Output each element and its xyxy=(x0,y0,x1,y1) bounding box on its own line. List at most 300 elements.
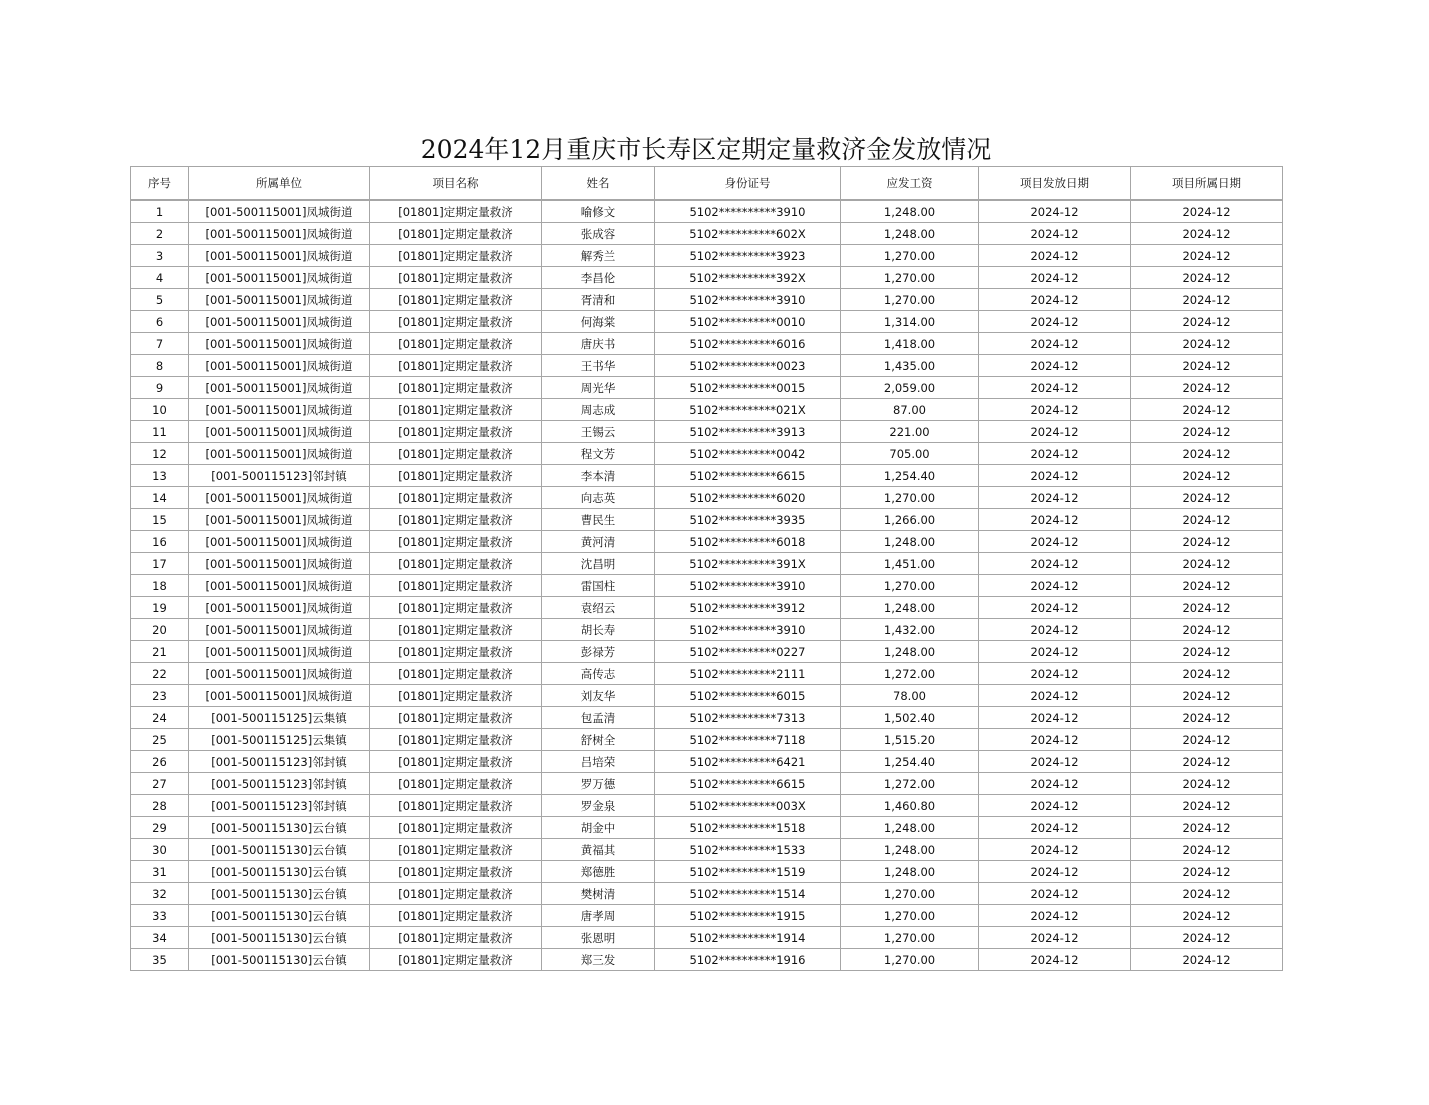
cell-period: 2024-12 xyxy=(1131,685,1283,707)
cell-period: 2024-12 xyxy=(1131,421,1283,443)
cell-project: [01801]定期定量救济 xyxy=(370,619,542,641)
cell-period: 2024-12 xyxy=(1131,817,1283,839)
cell-unit: [001-500115001]凤城街道 xyxy=(189,311,370,333)
cell-unit: [001-500115130]云台镇 xyxy=(189,861,370,883)
table-row xyxy=(131,751,1283,773)
cell-project: [01801]定期定量救济 xyxy=(370,839,542,861)
cell-unit: [001-500115130]云台镇 xyxy=(189,927,370,949)
cell-period: 2024-12 xyxy=(1131,619,1283,641)
cell-project: [01801]定期定量救济 xyxy=(370,663,542,685)
cell-unit: [001-500115001]凤城街道 xyxy=(189,355,370,377)
table-row xyxy=(131,333,1283,355)
cell-project: [01801]定期定量救济 xyxy=(370,729,542,751)
cell-id-number: 5102**********2111 xyxy=(655,663,841,685)
cell-id-number: 5102**********6421 xyxy=(655,751,841,773)
cell-project: [01801]定期定量救济 xyxy=(370,795,542,817)
cell-period: 2024-12 xyxy=(1131,927,1283,949)
cell-id-number: 5102**********6615 xyxy=(655,773,841,795)
column-header-amount: 应发工资 xyxy=(841,167,979,201)
cell-unit: [001-500115001]凤城街道 xyxy=(189,641,370,663)
cell-project: [01801]定期定量救济 xyxy=(370,553,542,575)
table-row xyxy=(131,421,1283,443)
table-row xyxy=(131,927,1283,949)
cell-index: 2 xyxy=(131,223,189,245)
cell-index: 5 xyxy=(131,289,189,311)
cell-unit: [001-500115001]凤城街道 xyxy=(189,597,370,619)
cell-unit: [001-500115001]凤城街道 xyxy=(189,333,370,355)
cell-unit: [001-500115125]云集镇 xyxy=(189,707,370,729)
cell-name: 周志成 xyxy=(542,399,655,421)
table-row xyxy=(131,839,1283,861)
table-row xyxy=(131,575,1283,597)
cell-name: 罗万德 xyxy=(542,773,655,795)
cell-index: 23 xyxy=(131,685,189,707)
cell-issue-date: 2024-12 xyxy=(979,663,1131,685)
table-row xyxy=(131,399,1283,421)
cell-unit: [001-500115001]凤城街道 xyxy=(189,443,370,465)
cell-period: 2024-12 xyxy=(1131,597,1283,619)
table-row xyxy=(131,487,1283,509)
cell-name: 王书华 xyxy=(542,355,655,377)
cell-project: [01801]定期定量救济 xyxy=(370,465,542,487)
column-header-unit: 所属单位 xyxy=(189,167,370,201)
cell-period: 2024-12 xyxy=(1131,729,1283,751)
table-row xyxy=(131,553,1283,575)
cell-name: 罗金泉 xyxy=(542,795,655,817)
cell-issue-date: 2024-12 xyxy=(979,355,1131,377)
cell-project: [01801]定期定量救济 xyxy=(370,377,542,399)
cell-amount: 1,272.00 xyxy=(841,773,979,795)
cell-index: 25 xyxy=(131,729,189,751)
cell-id-number: 5102**********392X xyxy=(655,267,841,289)
cell-issue-date: 2024-12 xyxy=(979,223,1131,245)
cell-amount: 1,272.00 xyxy=(841,663,979,685)
cell-amount: 87.00 xyxy=(841,399,979,421)
table-row xyxy=(131,289,1283,311)
cell-name: 胡金中 xyxy=(542,817,655,839)
cell-id-number: 5102**********1914 xyxy=(655,927,841,949)
cell-id-number: 5102**********3910 xyxy=(655,289,841,311)
cell-unit: [001-500115130]云台镇 xyxy=(189,949,370,971)
cell-id-number: 5102**********003X xyxy=(655,795,841,817)
cell-name: 胡长寿 xyxy=(542,619,655,641)
table-row xyxy=(131,685,1283,707)
cell-project: [01801]定期定量救济 xyxy=(370,641,542,663)
cell-id-number: 5102**********391X xyxy=(655,553,841,575)
cell-index: 29 xyxy=(131,817,189,839)
table-row xyxy=(131,707,1283,729)
cell-unit: [001-500115001]凤城街道 xyxy=(189,487,370,509)
table-row xyxy=(131,663,1283,685)
cell-unit: [001-500115123]邻封镇 xyxy=(189,751,370,773)
cell-index: 8 xyxy=(131,355,189,377)
cell-period: 2024-12 xyxy=(1131,531,1283,553)
cell-id-number: 5102**********6016 xyxy=(655,333,841,355)
cell-period: 2024-12 xyxy=(1131,949,1283,971)
cell-project: [01801]定期定量救济 xyxy=(370,333,542,355)
cell-project: [01801]定期定量救济 xyxy=(370,751,542,773)
cell-id-number: 5102**********0042 xyxy=(655,443,841,465)
cell-name: 袁绍云 xyxy=(542,597,655,619)
cell-unit: [001-500115001]凤城街道 xyxy=(189,509,370,531)
cell-unit: [001-500115001]凤城街道 xyxy=(189,245,370,267)
cell-index: 26 xyxy=(131,751,189,773)
cell-project: [01801]定期定量救济 xyxy=(370,311,542,333)
cell-name: 程文芳 xyxy=(542,443,655,465)
cell-id-number: 5102**********7118 xyxy=(655,729,841,751)
cell-amount: 1,451.00 xyxy=(841,553,979,575)
cell-id-number: 5102**********1916 xyxy=(655,949,841,971)
table-row xyxy=(131,597,1283,619)
column-header-project: 项目名称 xyxy=(370,167,542,201)
cell-unit: [001-500115001]凤城街道 xyxy=(189,399,370,421)
cell-period: 2024-12 xyxy=(1131,377,1283,399)
cell-issue-date: 2024-12 xyxy=(979,883,1131,905)
cell-issue-date: 2024-12 xyxy=(979,817,1131,839)
cell-id-number: 5102**********1533 xyxy=(655,839,841,861)
cell-issue-date: 2024-12 xyxy=(979,861,1131,883)
cell-amount: 1,502.40 xyxy=(841,707,979,729)
cell-unit: [001-500115001]凤城街道 xyxy=(189,200,370,223)
table-row xyxy=(131,619,1283,641)
cell-issue-date: 2024-12 xyxy=(979,553,1131,575)
cell-name: 樊树清 xyxy=(542,883,655,905)
cell-index: 13 xyxy=(131,465,189,487)
cell-unit: [001-500115130]云台镇 xyxy=(189,905,370,927)
cell-index: 21 xyxy=(131,641,189,663)
cell-index: 33 xyxy=(131,905,189,927)
cell-amount: 1,515.20 xyxy=(841,729,979,751)
cell-name: 雷国柱 xyxy=(542,575,655,597)
cell-amount: 1,270.00 xyxy=(841,267,979,289)
cell-amount: 1,418.00 xyxy=(841,333,979,355)
cell-period: 2024-12 xyxy=(1131,200,1283,223)
cell-amount: 1,248.00 xyxy=(841,839,979,861)
cell-project: [01801]定期定量救济 xyxy=(370,355,542,377)
cell-id-number: 5102**********3923 xyxy=(655,245,841,267)
cell-amount: 1,248.00 xyxy=(841,531,979,553)
cell-project: [01801]定期定量救济 xyxy=(370,949,542,971)
cell-issue-date: 2024-12 xyxy=(979,200,1131,223)
cell-issue-date: 2024-12 xyxy=(979,751,1131,773)
table-row xyxy=(131,311,1283,333)
cell-index: 9 xyxy=(131,377,189,399)
cell-unit: [001-500115123]邻封镇 xyxy=(189,795,370,817)
cell-period: 2024-12 xyxy=(1131,223,1283,245)
cell-amount: 1,248.00 xyxy=(841,641,979,663)
cell-name: 郑三发 xyxy=(542,949,655,971)
column-header-issue-date: 项目发放日期 xyxy=(979,167,1131,201)
cell-name: 舒树全 xyxy=(542,729,655,751)
cell-index: 22 xyxy=(131,663,189,685)
cell-index: 15 xyxy=(131,509,189,531)
cell-name: 黄福其 xyxy=(542,839,655,861)
cell-issue-date: 2024-12 xyxy=(979,509,1131,531)
table-row xyxy=(131,949,1283,971)
cell-period: 2024-12 xyxy=(1131,861,1283,883)
cell-project: [01801]定期定量救济 xyxy=(370,487,542,509)
table-row xyxy=(131,223,1283,245)
cell-project: [01801]定期定量救济 xyxy=(370,597,542,619)
column-header-name: 姓名 xyxy=(542,167,655,201)
cell-period: 2024-12 xyxy=(1131,333,1283,355)
cell-name: 胥清和 xyxy=(542,289,655,311)
cell-period: 2024-12 xyxy=(1131,487,1283,509)
header-row xyxy=(131,167,1283,201)
cell-issue-date: 2024-12 xyxy=(979,707,1131,729)
cell-issue-date: 2024-12 xyxy=(979,267,1131,289)
cell-name: 王锡云 xyxy=(542,421,655,443)
cell-id-number: 5102**********6615 xyxy=(655,465,841,487)
cell-issue-date: 2024-12 xyxy=(979,443,1131,465)
cell-index: 27 xyxy=(131,773,189,795)
cell-index: 4 xyxy=(131,267,189,289)
cell-id-number: 5102**********7313 xyxy=(655,707,841,729)
cell-unit: [001-500115001]凤城街道 xyxy=(189,289,370,311)
cell-issue-date: 2024-12 xyxy=(979,729,1131,751)
cell-index: 34 xyxy=(131,927,189,949)
table-body xyxy=(131,200,1283,971)
cell-issue-date: 2024-12 xyxy=(979,575,1131,597)
cell-period: 2024-12 xyxy=(1131,509,1283,531)
cell-index: 11 xyxy=(131,421,189,443)
cell-period: 2024-12 xyxy=(1131,443,1283,465)
table-row xyxy=(131,795,1283,817)
cell-id-number: 5102**********602X xyxy=(655,223,841,245)
cell-id-number: 5102**********0015 xyxy=(655,377,841,399)
cell-id-number: 5102**********0010 xyxy=(655,311,841,333)
cell-project: [01801]定期定量救济 xyxy=(370,905,542,927)
cell-issue-date: 2024-12 xyxy=(979,465,1131,487)
cell-issue-date: 2024-12 xyxy=(979,641,1131,663)
cell-period: 2024-12 xyxy=(1131,883,1283,905)
cell-period: 2024-12 xyxy=(1131,465,1283,487)
cell-issue-date: 2024-12 xyxy=(979,311,1131,333)
cell-id-number: 5102**********1514 xyxy=(655,883,841,905)
cell-period: 2024-12 xyxy=(1131,289,1283,311)
cell-amount: 1,270.00 xyxy=(841,575,979,597)
cell-unit: [001-500115001]凤城街道 xyxy=(189,575,370,597)
cell-amount: 1,270.00 xyxy=(841,487,979,509)
cell-period: 2024-12 xyxy=(1131,751,1283,773)
table-row xyxy=(131,377,1283,399)
cell-index: 6 xyxy=(131,311,189,333)
table-row xyxy=(131,465,1283,487)
cell-amount: 1,248.00 xyxy=(841,223,979,245)
cell-issue-date: 2024-12 xyxy=(979,619,1131,641)
table-row xyxy=(131,641,1283,663)
column-header-index: 序号 xyxy=(131,167,189,201)
cell-period: 2024-12 xyxy=(1131,773,1283,795)
cell-issue-date: 2024-12 xyxy=(979,927,1131,949)
cell-period: 2024-12 xyxy=(1131,641,1283,663)
cell-period: 2024-12 xyxy=(1131,399,1283,421)
cell-issue-date: 2024-12 xyxy=(979,377,1131,399)
cell-amount: 1,435.00 xyxy=(841,355,979,377)
cell-index: 17 xyxy=(131,553,189,575)
cell-project: [01801]定期定量救济 xyxy=(370,245,542,267)
cell-index: 1 xyxy=(131,200,189,223)
cell-name: 高传志 xyxy=(542,663,655,685)
cell-name: 李本清 xyxy=(542,465,655,487)
cell-id-number: 5102**********3910 xyxy=(655,619,841,641)
cell-name: 喻修文 xyxy=(542,200,655,223)
cell-id-number: 5102**********0227 xyxy=(655,641,841,663)
cell-name: 唐庆书 xyxy=(542,333,655,355)
cell-index: 35 xyxy=(131,949,189,971)
cell-index: 24 xyxy=(131,707,189,729)
cell-period: 2024-12 xyxy=(1131,663,1283,685)
cell-unit: [001-500115001]凤城街道 xyxy=(189,553,370,575)
cell-unit: [001-500115001]凤城街道 xyxy=(189,421,370,443)
cell-unit: [001-500115001]凤城街道 xyxy=(189,531,370,553)
table-row xyxy=(131,267,1283,289)
cell-project: [01801]定期定量救济 xyxy=(370,443,542,465)
cell-name: 吕培荣 xyxy=(542,751,655,773)
cell-amount: 1,432.00 xyxy=(841,619,979,641)
cell-amount: 221.00 xyxy=(841,421,979,443)
cell-name: 张成容 xyxy=(542,223,655,245)
cell-index: 7 xyxy=(131,333,189,355)
column-header-id-number: 身份证号 xyxy=(655,167,841,201)
cell-index: 20 xyxy=(131,619,189,641)
cell-id-number: 5102**********1915 xyxy=(655,905,841,927)
cell-project: [01801]定期定量救济 xyxy=(370,421,542,443)
cell-project: [01801]定期定量救济 xyxy=(370,575,542,597)
cell-id-number: 5102**********6015 xyxy=(655,685,841,707)
table-row xyxy=(131,531,1283,553)
cell-issue-date: 2024-12 xyxy=(979,685,1131,707)
table-row xyxy=(131,245,1283,267)
cell-unit: [001-500115125]云集镇 xyxy=(189,729,370,751)
cell-unit: [001-500115001]凤城街道 xyxy=(189,223,370,245)
cell-period: 2024-12 xyxy=(1131,905,1283,927)
cell-amount: 1,254.40 xyxy=(841,751,979,773)
cell-name: 曹民生 xyxy=(542,509,655,531)
cell-project: [01801]定期定量救济 xyxy=(370,399,542,421)
table-row xyxy=(131,773,1283,795)
cell-project: [01801]定期定量救济 xyxy=(370,707,542,729)
cell-index: 19 xyxy=(131,597,189,619)
cell-unit: [001-500115001]凤城街道 xyxy=(189,377,370,399)
cell-amount: 1,460.80 xyxy=(841,795,979,817)
cell-period: 2024-12 xyxy=(1131,311,1283,333)
cell-issue-date: 2024-12 xyxy=(979,531,1131,553)
cell-amount: 78.00 xyxy=(841,685,979,707)
cell-project: [01801]定期定量救济 xyxy=(370,817,542,839)
cell-issue-date: 2024-12 xyxy=(979,949,1131,971)
cell-unit: [001-500115130]云台镇 xyxy=(189,839,370,861)
cell-project: [01801]定期定量救济 xyxy=(370,509,542,531)
cell-unit: [001-500115001]凤城街道 xyxy=(189,663,370,685)
cell-issue-date: 2024-12 xyxy=(979,597,1131,619)
cell-issue-date: 2024-12 xyxy=(979,905,1131,927)
cell-amount: 1,270.00 xyxy=(841,289,979,311)
cell-name: 何海棠 xyxy=(542,311,655,333)
cell-period: 2024-12 xyxy=(1131,575,1283,597)
table-row xyxy=(131,861,1283,883)
cell-period: 2024-12 xyxy=(1131,707,1283,729)
cell-issue-date: 2024-12 xyxy=(979,245,1131,267)
cell-project: [01801]定期定量救济 xyxy=(370,685,542,707)
cell-period: 2024-12 xyxy=(1131,267,1283,289)
cell-project: [01801]定期定量救济 xyxy=(370,289,542,311)
column-header-period: 项目所属日期 xyxy=(1131,167,1283,201)
cell-amount: 705.00 xyxy=(841,443,979,465)
cell-issue-date: 2024-12 xyxy=(979,795,1131,817)
cell-name: 黄河清 xyxy=(542,531,655,553)
table-row xyxy=(131,729,1283,751)
table-row xyxy=(131,355,1283,377)
cell-project: [01801]定期定量救济 xyxy=(370,773,542,795)
table-row xyxy=(131,200,1283,223)
cell-name: 李昌伦 xyxy=(542,267,655,289)
cell-issue-date: 2024-12 xyxy=(979,773,1131,795)
cell-project: [01801]定期定量救济 xyxy=(370,267,542,289)
cell-issue-date: 2024-12 xyxy=(979,839,1131,861)
cell-name: 刘友华 xyxy=(542,685,655,707)
cell-amount: 1,248.00 xyxy=(841,597,979,619)
table-row xyxy=(131,443,1283,465)
cell-name: 彭禄芳 xyxy=(542,641,655,663)
cell-amount: 1,248.00 xyxy=(841,861,979,883)
cell-amount: 1,248.00 xyxy=(841,200,979,223)
cell-amount: 1,254.40 xyxy=(841,465,979,487)
cell-index: 3 xyxy=(131,245,189,267)
cell-unit: [001-500115001]凤城街道 xyxy=(189,685,370,707)
cell-index: 28 xyxy=(131,795,189,817)
relief-payment-table xyxy=(130,166,1283,971)
cell-issue-date: 2024-12 xyxy=(979,421,1131,443)
cell-period: 2024-12 xyxy=(1131,355,1283,377)
cell-project: [01801]定期定量救济 xyxy=(370,883,542,905)
cell-unit: [001-500115001]凤城街道 xyxy=(189,267,370,289)
cell-id-number: 5102**********3913 xyxy=(655,421,841,443)
cell-project: [01801]定期定量救济 xyxy=(370,861,542,883)
cell-unit: [001-500115123]邻封镇 xyxy=(189,465,370,487)
cell-amount: 1,270.00 xyxy=(841,949,979,971)
cell-period: 2024-12 xyxy=(1131,795,1283,817)
table-header xyxy=(131,167,1283,201)
cell-name: 唐孝周 xyxy=(542,905,655,927)
cell-period: 2024-12 xyxy=(1131,553,1283,575)
cell-unit: [001-500115123]邻封镇 xyxy=(189,773,370,795)
cell-issue-date: 2024-12 xyxy=(979,487,1131,509)
cell-name: 张恩明 xyxy=(542,927,655,949)
cell-name: 解秀兰 xyxy=(542,245,655,267)
cell-amount: 1,248.00 xyxy=(841,817,979,839)
cell-index: 14 xyxy=(131,487,189,509)
cell-amount: 1,270.00 xyxy=(841,927,979,949)
cell-amount: 1,270.00 xyxy=(841,245,979,267)
page-title: 2024年12月重庆市长寿区定期定量救济金发放情况 xyxy=(420,135,992,164)
cell-id-number: 5102**********1518 xyxy=(655,817,841,839)
cell-amount: 1,314.00 xyxy=(841,311,979,333)
cell-amount: 1,270.00 xyxy=(841,883,979,905)
cell-id-number: 5102**********6020 xyxy=(655,487,841,509)
cell-id-number: 5102**********6018 xyxy=(655,531,841,553)
cell-amount: 1,266.00 xyxy=(841,509,979,531)
cell-issue-date: 2024-12 xyxy=(979,399,1131,421)
cell-name: 郑德胜 xyxy=(542,861,655,883)
cell-name: 沈昌明 xyxy=(542,553,655,575)
cell-issue-date: 2024-12 xyxy=(979,289,1131,311)
table-row xyxy=(131,883,1283,905)
cell-name: 包孟清 xyxy=(542,707,655,729)
cell-index: 16 xyxy=(131,531,189,553)
cell-project: [01801]定期定量救济 xyxy=(370,223,542,245)
cell-id-number: 5102**********3935 xyxy=(655,509,841,531)
